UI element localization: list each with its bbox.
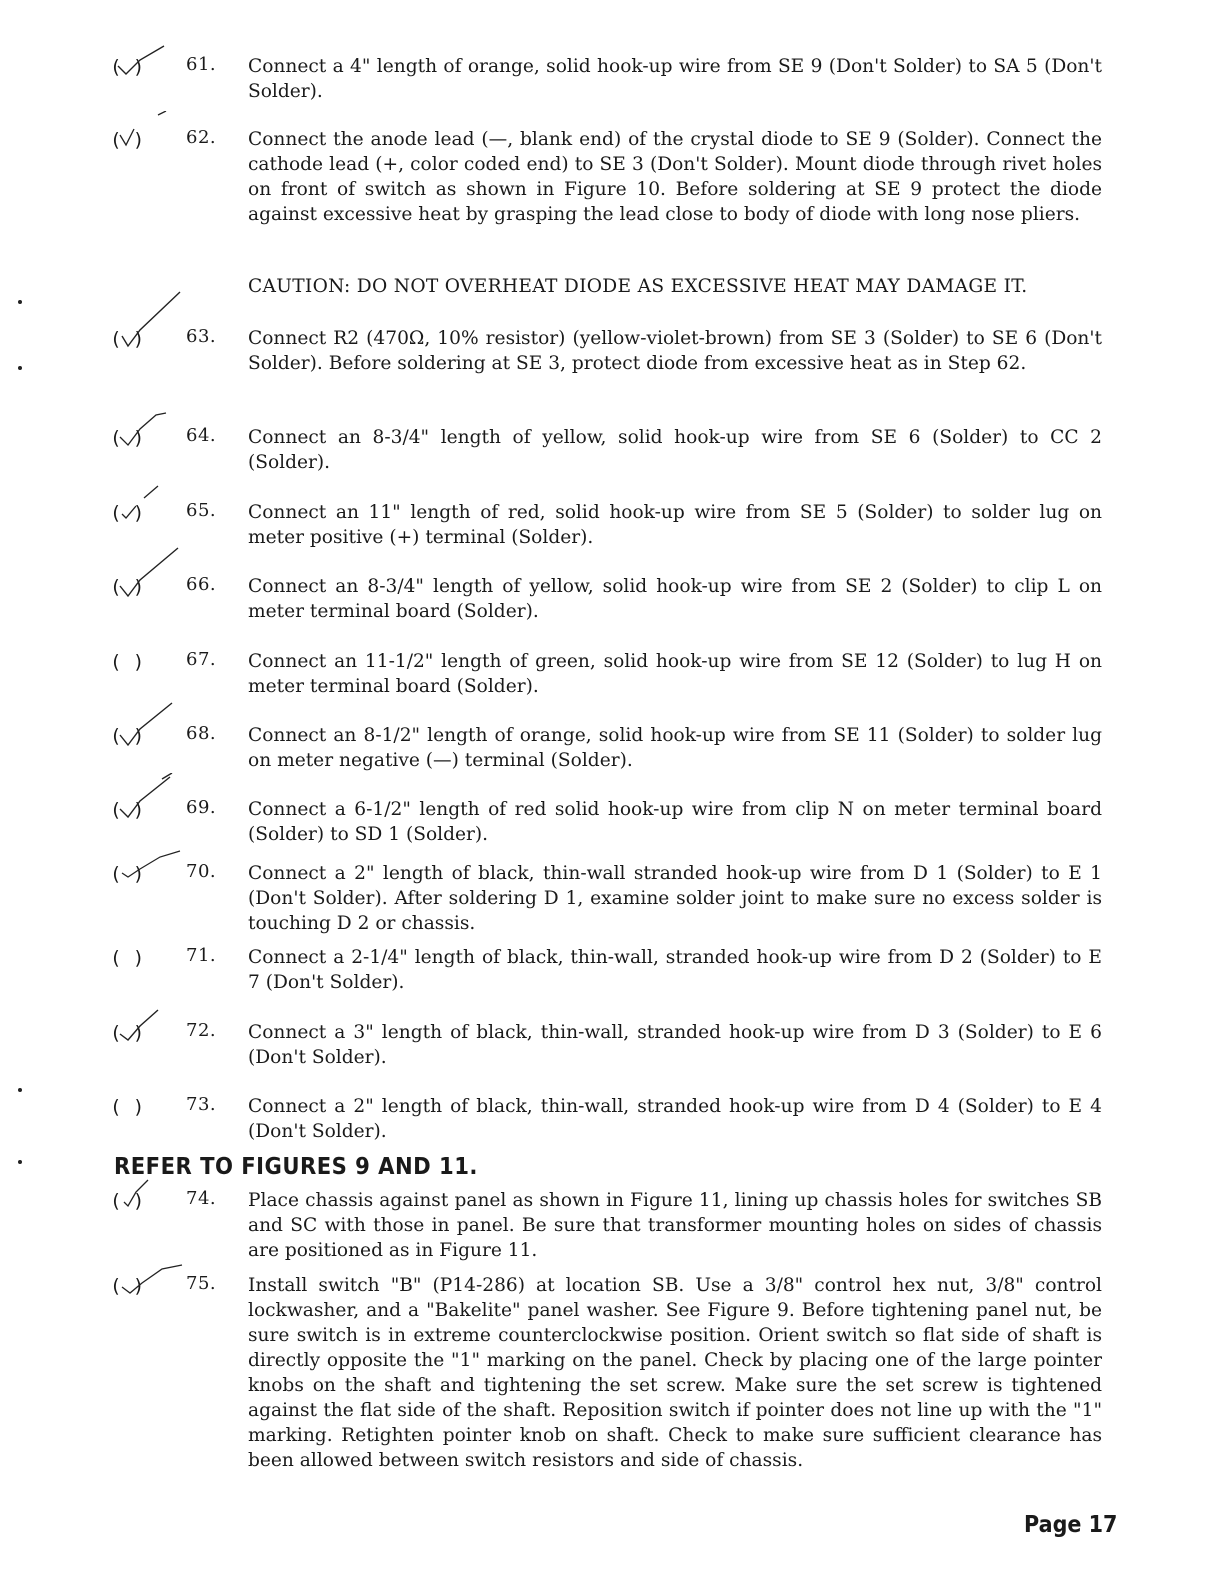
step-number: 69. — [186, 797, 217, 818]
checkbox-65[interactable] — [106, 496, 184, 536]
step-text: Connect R2 (470Ω, 10% resistor) (yellow-violet-brown) from SE 3 (Solder) to SE 6 (Don't Solder). Before soldering at SE 3, protect diode from excessive heat as in Step 62. — [248, 328, 1102, 374]
checkmark-icon — [106, 1255, 186, 1295]
checkbox-63[interactable] — [106, 322, 184, 362]
scan-speck — [18, 366, 22, 370]
checkbox-paren: ( ) — [110, 1190, 145, 1212]
step-text: Connect an 11-1/2" length of green, solid hook-up wire from SE 12 (Solder) to lug H on meter terminal board (Solder). — [248, 651, 1102, 697]
checkmark-icon — [106, 843, 186, 883]
step-text: Connect a 2-1/4" length of black, thin-wall, stranded hook-up wire from D 2 (Solder) to E 7 (Don't Solder). — [248, 947, 1102, 993]
checkbox-70[interactable] — [106, 857, 184, 897]
checkbox-paren: ( ) — [110, 947, 145, 969]
step-text: Install switch "B" (P14-286) at location SB. Use a 3/8" control hex nut, 3/8" control lockwasher, and a "Bakelite" panel washer. See Figure 9. Before tightening panel nut, be sure switch is in extreme counterclockwise position. Orient switch so flat side of shaft is directly opposite the "1" marking on the panel. Check by placing one of the large pointer knobs on the shaft and tightening the set screw. Make sure the set screw is tightened against the flat side of the shaft. Reposition switch if pointer does not line up with the "1" marking. Retighten pointer knob on shaft. Check to make sure sufficient clearance has been allowed between switch resistors and side of chassis. — [248, 1275, 1102, 1471]
checkbox-paren: ( ) — [110, 328, 145, 350]
step-text: Connect an 11" length of red, solid hook-up wire from SE 5 (Solder) to solder lug on meter positive (+) terminal (Solder). — [248, 502, 1102, 548]
step-number: 68. — [186, 723, 217, 744]
step-number: 66. — [186, 574, 217, 595]
checkbox-74[interactable] — [106, 1184, 184, 1224]
step-number: 74. — [186, 1188, 217, 1209]
page-number: Page 17 — [1024, 1512, 1118, 1538]
checkmark-icon — [106, 1172, 176, 1212]
step-text: Connect a 6-1/2" length of red solid hook-up wire from clip N on meter terminal board (Solder) to SD 1 (Solder). — [248, 799, 1102, 845]
checkbox-paren: ( ) — [110, 129, 145, 151]
checkbox-paren: ( ) — [110, 863, 145, 885]
scan-speck — [18, 1088, 22, 1092]
section-heading: REFER TO FIGURES 9 AND 11. — [114, 1154, 478, 1180]
checkbox-62[interactable] — [106, 123, 184, 163]
step-number: 70. — [186, 861, 217, 882]
scan-speck — [18, 1160, 22, 1164]
checkbox-paren: ( ) — [110, 502, 145, 524]
checkbox-68[interactable] — [106, 719, 184, 759]
step-text: Connect an 8-1/2" length of orange, solid hook-up wire from SE 11 (Solder) to solder lug on meter negative (—) terminal (Solder). — [248, 725, 1102, 771]
step-text: Connect the anode lead (—, blank end) of the crystal diode to SE 9 (Solder). Connect the cathode lead (+, color coded end) to SE 3 (Don't Solder). Mount diode through rivet holes on front of switch as shown in Figure 10. Before soldering at SE 9 protect the diode against excessive heat by grasping the lead close to body of diode with long nose pliers. — [248, 129, 1102, 225]
step-text: Connect an 8-3/4" length of yellow, solid hook-up wire from SE 2 (Solder) to clip L on meter terminal board (Solder). — [248, 576, 1102, 622]
checkbox-73[interactable] — [106, 1090, 184, 1130]
checkbox-72[interactable] — [106, 1016, 184, 1056]
checkmark-icon — [106, 409, 176, 449]
checkmark-icon — [106, 699, 186, 749]
step-text: Connect a 4" length of orange, solid hook-up wire from SE 9 (Don't Solder) to SA 5 (Don't Solder). — [248, 56, 1102, 102]
checkbox-64[interactable] — [106, 421, 184, 461]
step-number: 61. — [186, 54, 217, 75]
checkbox-75[interactable] — [106, 1269, 184, 1309]
checkbox-61[interactable] — [106, 50, 184, 90]
checkmark-icon — [106, 544, 186, 604]
checkmark-icon — [106, 484, 176, 524]
step-number: 62. — [186, 127, 217, 148]
checkbox-paren: ( ) — [110, 427, 145, 449]
checkmark-icon — [106, 288, 186, 348]
checkbox-paren: ( ) — [110, 799, 145, 821]
checkmark-icon — [106, 773, 186, 823]
checkbox-paren: ( ) — [110, 725, 145, 747]
step-text: Connect an 8-3/4" length of yellow, solid hook-up wire from SE 6 (Solder) to CC 2 (Solder). — [248, 427, 1102, 473]
step-text: Connect a 2" length of black, thin-wall stranded hook-up wire from D 1 (Solder) to E 1 (Don't Solder). After soldering D 1, examine solder joint to make sure no excess solder is touching D 2 or chassis. — [248, 863, 1102, 934]
step-text: Connect a 3" length of black, thin-wall, stranded hook-up wire from D 3 (Solder) to E 6 (Don't Solder). — [248, 1022, 1102, 1068]
step-number: 73. — [186, 1094, 217, 1115]
checkbox-69[interactable] — [106, 793, 184, 833]
caution-note: CAUTION: DO NOT OVERHEAT DIODE AS EXCESSIVE HEAT MAY DAMAGE IT. — [248, 276, 1028, 297]
step-number: 72. — [186, 1020, 217, 1041]
step-number: 67. — [186, 649, 217, 670]
step-number: 64. — [186, 425, 217, 446]
checkmark-icon — [106, 111, 176, 151]
step-number: 75. — [186, 1273, 217, 1294]
step-text: Connect a 2" length of black, thin-wall, stranded hook-up wire from D 4 (Solder) to E 4 (Don't Solder). — [248, 1096, 1102, 1142]
checkbox-67[interactable] — [106, 645, 184, 685]
checkbox-paren: ( ) — [110, 1022, 145, 1044]
step-number: 71. — [186, 945, 217, 966]
checkbox-paren: ( ) — [110, 1096, 145, 1118]
checkbox-paren: ( ) — [110, 651, 145, 673]
checkbox-71[interactable] — [106, 941, 184, 981]
step-text: Place chassis against panel as shown in Figure 11, lining up chassis holes for switches SB and SC with those in panel. Be sure that transformer mounting holes on sides of chassis are positioned as in Figure 11. — [248, 1190, 1102, 1261]
step-number: 63. — [186, 326, 217, 347]
checkbox-paren: ( ) — [110, 1275, 145, 1297]
step-number: 65. — [186, 500, 217, 521]
scan-speck — [18, 300, 22, 304]
checkbox-paren: ( ) — [110, 56, 145, 78]
checkmark-icon — [106, 1004, 176, 1044]
checkbox-paren: ( ) — [110, 576, 145, 598]
checkmark-icon — [106, 38, 176, 78]
checkbox-66[interactable] — [106, 570, 184, 610]
